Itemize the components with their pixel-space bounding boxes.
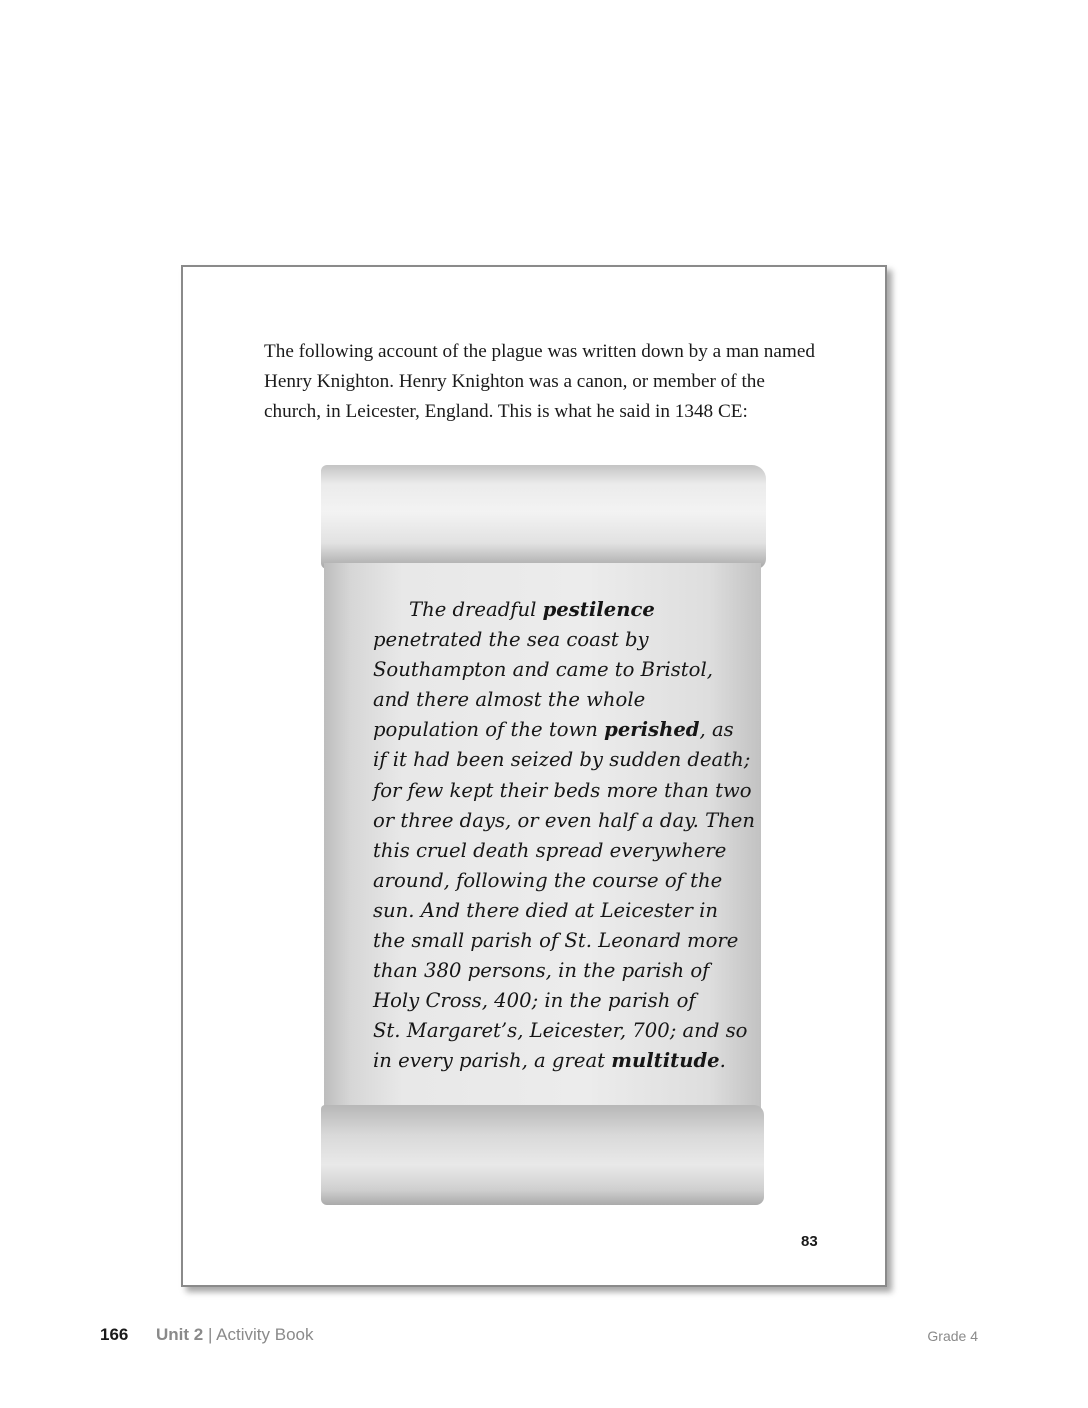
quote-line: than 380 persons, in the parish of (373, 959, 710, 983)
quote-line: St. Margaret’s, Leicester, 700; and so (373, 1019, 748, 1043)
quote-text: in every parish, a great (373, 1049, 612, 1073)
knighton-quote (373, 595, 755, 1077)
quote-line: and there almost the whole (373, 688, 646, 712)
vocab-word-pestilence: pestilence (542, 598, 655, 621)
quote-text: population of the town (373, 718, 605, 742)
vocab-word-multitude: multitude (611, 1049, 720, 1073)
quote-text: . (719, 1049, 726, 1073)
quote-line: the small parish of St. Leonard more (373, 929, 739, 953)
footer-unit: Unit 2 (156, 1325, 204, 1344)
quote-line: Holy Cross, 400; in the parish of (373, 989, 696, 1013)
footer-book-title: Activity Book (216, 1325, 314, 1344)
quote-text: The dreadful (409, 598, 543, 621)
scroll-top-roll (321, 465, 766, 569)
footer-book-label (156, 1325, 313, 1345)
intro-line: church, in Leicester, England. This is what he said in 1348 CE: (264, 401, 748, 422)
quote-line: this cruel death spread everywhere (373, 838, 727, 862)
footer-page-number: 166 (100, 1325, 129, 1344)
quote-line: penetrated the sea coast by (373, 628, 649, 652)
quote-text: , as (699, 718, 734, 742)
inset-book-page (181, 265, 887, 1287)
quote-line: if it had been seized by sudden death; (373, 748, 751, 772)
intro-line: Henry Knighton. Henry Knighton was a canon, or member of the (264, 371, 765, 392)
intro-paragraph (264, 337, 844, 427)
footer-grade: Grade 4 (927, 1328, 978, 1344)
scroll-bottom-roll (321, 1105, 764, 1205)
quote-line: or three days, or even half a day. Then (373, 808, 755, 832)
quote-line: for few kept their beds more than two (373, 778, 752, 802)
quote-line: sun. And there died at Leicester in (373, 898, 718, 922)
vocab-word-perished: perished (604, 718, 700, 742)
quote-line: around, following the course of the (373, 868, 723, 892)
quote-line (373, 595, 723, 625)
footer-separator: | (203, 1325, 217, 1344)
quote-line (373, 715, 734, 745)
inset-page-number: 83 (801, 1233, 818, 1250)
quote-line (373, 1046, 726, 1076)
parchment-scroll-image (321, 465, 766, 1205)
quote-line: Southampton and came to Bristol, (373, 658, 713, 682)
intro-line: The following account of the plague was written down by a man named (264, 341, 815, 362)
